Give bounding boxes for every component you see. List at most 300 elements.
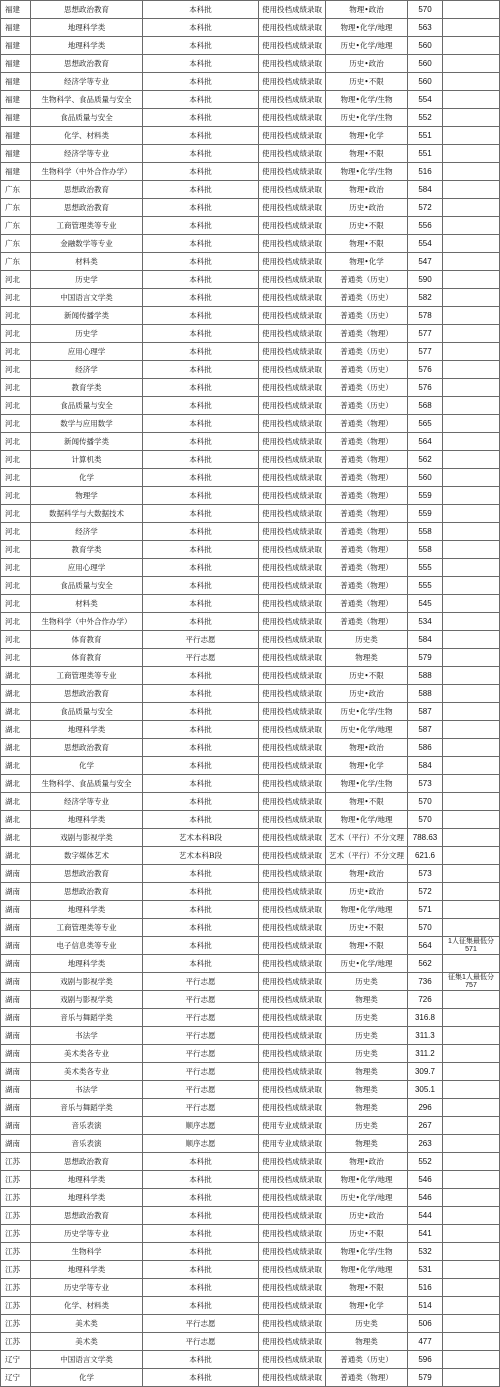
batch-cell: 本科批 — [143, 703, 259, 721]
table-row — [1, 1189, 500, 1207]
subject-requirement-cell: 艺术（平行）不分文理 — [326, 829, 408, 847]
admission-rule-cell: 使用投档成绩录取 — [259, 577, 326, 595]
subject-requirement-cell: 普通类（物理） — [326, 505, 408, 523]
min-score-cell: 587 — [408, 703, 443, 721]
batch-cell: 本科批 — [143, 1, 259, 19]
note-cell — [443, 1153, 500, 1171]
note-cell — [443, 271, 500, 289]
table-row — [1, 577, 500, 595]
note-cell: 征集1人最低分757 — [443, 973, 500, 991]
subject-requirement-cell: 物理•政治 — [326, 865, 408, 883]
major-cell: 地理科学类 — [31, 19, 143, 37]
province-cell: 河北 — [1, 397, 31, 415]
table-row — [1, 1027, 500, 1045]
note-cell — [443, 109, 500, 127]
note-cell: 1人征集最低分571 — [443, 937, 500, 955]
subject-requirement-cell: 普通类（物理） — [326, 451, 408, 469]
table-row — [1, 739, 500, 757]
table-row — [1, 1135, 500, 1153]
table-row — [1, 757, 500, 775]
subject-requirement-cell: 普通类（历史） — [326, 307, 408, 325]
note-cell — [443, 919, 500, 937]
subject-requirement-cell: 物理类 — [326, 991, 408, 1009]
note-cell — [443, 577, 500, 595]
subject-requirement-cell: 历史类 — [326, 1009, 408, 1027]
min-score-cell: 568 — [408, 397, 443, 415]
subject-requirement-cell: 历史•化学/地理 — [326, 721, 408, 739]
min-score-cell: 570 — [408, 919, 443, 937]
province-cell: 广东 — [1, 199, 31, 217]
table-row — [1, 433, 500, 451]
note-cell — [443, 343, 500, 361]
min-score-cell: 596 — [408, 1351, 443, 1369]
major-cell: 数学与应用数学 — [31, 415, 143, 433]
admission-rule-cell: 使用专业成绩录取 — [259, 1117, 326, 1135]
note-cell — [443, 685, 500, 703]
table-row — [1, 703, 500, 721]
batch-cell: 平行志愿 — [143, 1099, 259, 1117]
province-cell: 河北 — [1, 523, 31, 541]
batch-cell: 本科批 — [143, 541, 259, 559]
note-cell — [443, 847, 500, 865]
min-score-cell: 736 — [408, 973, 443, 991]
note-cell — [443, 523, 500, 541]
province-cell: 江苏 — [1, 1243, 31, 1261]
batch-cell: 本科批 — [143, 919, 259, 937]
batch-cell: 本科批 — [143, 955, 259, 973]
min-score-cell: 552 — [408, 1153, 443, 1171]
min-score-cell: 516 — [408, 163, 443, 181]
major-cell: 思想政治教育 — [31, 1, 143, 19]
major-cell: 经济学 — [31, 523, 143, 541]
major-cell: 地理科学类 — [31, 1189, 143, 1207]
major-cell: 生物科学 — [31, 1243, 143, 1261]
batch-cell: 本科批 — [143, 595, 259, 613]
admission-rule-cell: 使用投档成绩录取 — [259, 397, 326, 415]
note-cell — [443, 91, 500, 109]
admission-rule-cell: 使用投档成绩录取 — [259, 829, 326, 847]
province-cell: 河北 — [1, 361, 31, 379]
subject-requirement-cell: 普通类（物理） — [326, 595, 408, 613]
subject-requirement-cell: 普通类（历史） — [326, 271, 408, 289]
province-cell: 江苏 — [1, 1297, 31, 1315]
table-row — [1, 1, 500, 19]
table-row — [1, 541, 500, 559]
batch-cell: 本科批 — [143, 289, 259, 307]
batch-cell: 本科批 — [143, 559, 259, 577]
admission-rule-cell: 使用投档成绩录取 — [259, 325, 326, 343]
min-score-cell: 570 — [408, 793, 443, 811]
admission-rule-cell: 使用投档成绩录取 — [259, 685, 326, 703]
province-cell: 河北 — [1, 271, 31, 289]
subject-requirement-cell: 物理•化学/地理 — [326, 901, 408, 919]
province-cell: 湖北 — [1, 739, 31, 757]
min-score-cell: 555 — [408, 577, 443, 595]
admission-rule-cell: 使用投档成绩录取 — [259, 73, 326, 91]
batch-cell: 本科批 — [143, 235, 259, 253]
table-row — [1, 289, 500, 307]
table-row — [1, 1099, 500, 1117]
admission-rule-cell: 使用投档成绩录取 — [259, 415, 326, 433]
table-row — [1, 667, 500, 685]
major-cell: 书法学 — [31, 1027, 143, 1045]
province-cell: 江苏 — [1, 1333, 31, 1351]
note-cell — [443, 1171, 500, 1189]
note-cell — [443, 559, 500, 577]
batch-cell: 本科批 — [143, 163, 259, 181]
note-cell — [443, 325, 500, 343]
min-score-cell: 534 — [408, 613, 443, 631]
note-cell — [443, 1, 500, 19]
admission-rule-cell: 使用投档成绩录取 — [259, 1153, 326, 1171]
min-score-cell: 563 — [408, 19, 443, 37]
admission-rule-cell: 使用投档成绩录取 — [259, 487, 326, 505]
table-row — [1, 109, 500, 127]
table-row — [1, 973, 500, 991]
province-cell: 湖南 — [1, 1063, 31, 1081]
min-score-cell: 516 — [408, 1279, 443, 1297]
subject-requirement-cell: 普通类（物理） — [326, 1369, 408, 1387]
min-score-cell: 572 — [408, 199, 443, 217]
min-score-cell: 544 — [408, 1207, 443, 1225]
province-cell: 湖北 — [1, 847, 31, 865]
province-cell: 广东 — [1, 181, 31, 199]
min-score-cell: 584 — [408, 181, 443, 199]
subject-requirement-cell: 物理•政治 — [326, 1, 408, 19]
admission-rule-cell: 使用投档成绩录取 — [259, 1099, 326, 1117]
subject-requirement-cell: 物理•不限 — [326, 235, 408, 253]
major-cell: 体育教育 — [31, 631, 143, 649]
note-cell — [443, 19, 500, 37]
province-cell: 福建 — [1, 1, 31, 19]
province-cell: 湖南 — [1, 901, 31, 919]
min-score-cell: 571 — [408, 901, 443, 919]
subject-requirement-cell: 物理•化学 — [326, 253, 408, 271]
major-cell: 思想政治教育 — [31, 55, 143, 73]
note-cell — [443, 55, 500, 73]
admission-rule-cell: 使用投档成绩录取 — [259, 883, 326, 901]
min-score-cell: 565 — [408, 415, 443, 433]
subject-requirement-cell: 历史•化学/地理 — [326, 955, 408, 973]
admission-rule-cell: 使用投档成绩录取 — [259, 613, 326, 631]
subject-requirement-cell: 普通类（物理） — [326, 415, 408, 433]
province-cell: 福建 — [1, 19, 31, 37]
major-cell: 思想政治教育 — [31, 199, 143, 217]
table-row — [1, 217, 500, 235]
note-cell — [443, 991, 500, 1009]
subject-requirement-cell: 物理•化学/生物 — [326, 775, 408, 793]
table-row — [1, 685, 500, 703]
min-score-cell: 788.63 — [408, 829, 443, 847]
table-row — [1, 559, 500, 577]
batch-cell: 平行志愿 — [143, 1009, 259, 1027]
batch-cell: 本科批 — [143, 505, 259, 523]
table-row — [1, 127, 500, 145]
batch-cell: 本科批 — [143, 181, 259, 199]
table-row — [1, 883, 500, 901]
major-cell: 地理科学类 — [31, 1261, 143, 1279]
admission-rule-cell: 使用投档成绩录取 — [259, 91, 326, 109]
min-score-cell: 586 — [408, 739, 443, 757]
province-cell: 湖南 — [1, 1135, 31, 1153]
major-cell: 戏剧与影视学类 — [31, 973, 143, 991]
table-row — [1, 919, 500, 937]
note-cell — [443, 1369, 500, 1387]
batch-cell: 本科批 — [143, 775, 259, 793]
table-row — [1, 991, 500, 1009]
table-row — [1, 1063, 500, 1081]
major-cell: 地理科学类 — [31, 955, 143, 973]
subject-requirement-cell: 普通类（物理） — [326, 541, 408, 559]
subject-requirement-cell: 普通类（物理） — [326, 613, 408, 631]
province-cell: 湖北 — [1, 829, 31, 847]
subject-requirement-cell: 物理•不限 — [326, 937, 408, 955]
subject-requirement-cell: 物理•不限 — [326, 793, 408, 811]
admission-rule-cell: 使用投档成绩录取 — [259, 433, 326, 451]
subject-requirement-cell: 艺术（平行）不分文理 — [326, 847, 408, 865]
province-cell: 河北 — [1, 505, 31, 523]
note-cell — [443, 865, 500, 883]
major-cell: 音乐与舞蹈学类 — [31, 1009, 143, 1027]
province-cell: 江苏 — [1, 1279, 31, 1297]
province-cell: 河北 — [1, 577, 31, 595]
subject-requirement-cell: 普通类（物理） — [326, 433, 408, 451]
subject-requirement-cell: 普通类（历史） — [326, 361, 408, 379]
major-cell: 生物科学、食品质量与安全 — [31, 91, 143, 109]
note-cell — [443, 487, 500, 505]
batch-cell: 平行志愿 — [143, 631, 259, 649]
batch-cell: 本科批 — [143, 145, 259, 163]
admission-rule-cell: 使用投档成绩录取 — [259, 595, 326, 613]
subject-requirement-cell: 普通类（物理） — [326, 487, 408, 505]
admission-rule-cell: 使用投档成绩录取 — [259, 523, 326, 541]
table-row — [1, 1297, 500, 1315]
min-score-cell: 564 — [408, 937, 443, 955]
min-score-cell: 532 — [408, 1243, 443, 1261]
admission-rule-cell: 使用投档成绩录取 — [259, 1027, 326, 1045]
province-cell: 河北 — [1, 325, 31, 343]
table-row — [1, 793, 500, 811]
major-cell: 音乐表演 — [31, 1117, 143, 1135]
subject-requirement-cell: 普通类（历史） — [326, 397, 408, 415]
note-cell — [443, 721, 500, 739]
province-cell: 湖南 — [1, 955, 31, 973]
province-cell: 河北 — [1, 613, 31, 631]
batch-cell: 本科批 — [143, 109, 259, 127]
subject-requirement-cell: 普通类（历史） — [326, 289, 408, 307]
batch-cell: 本科批 — [143, 1189, 259, 1207]
note-cell — [443, 37, 500, 55]
min-score-cell: 584 — [408, 757, 443, 775]
table-row — [1, 649, 500, 667]
major-cell: 思想政治教育 — [31, 739, 143, 757]
table-row — [1, 1153, 500, 1171]
min-score-cell: 560 — [408, 73, 443, 91]
province-cell: 河北 — [1, 487, 31, 505]
min-score-cell: 582 — [408, 289, 443, 307]
subject-requirement-cell: 历史•化学/生物 — [326, 703, 408, 721]
table-body — [1, 1, 500, 1387]
admission-rule-cell: 使用投档成绩录取 — [259, 127, 326, 145]
subject-requirement-cell: 历史类 — [326, 1117, 408, 1135]
note-cell — [443, 595, 500, 613]
min-score-cell: 531 — [408, 1261, 443, 1279]
min-score-cell: 564 — [408, 433, 443, 451]
batch-cell: 本科批 — [143, 1261, 259, 1279]
subject-requirement-cell: 普通类（历史） — [326, 379, 408, 397]
batch-cell: 本科批 — [143, 1207, 259, 1225]
batch-cell: 平行志愿 — [143, 649, 259, 667]
batch-cell: 本科批 — [143, 451, 259, 469]
subject-requirement-cell: 历史•不限 — [326, 667, 408, 685]
table-row — [1, 1261, 500, 1279]
major-cell: 思想政治教育 — [31, 1207, 143, 1225]
major-cell: 经济学 — [31, 361, 143, 379]
note-cell — [443, 145, 500, 163]
major-cell: 食品质量与安全 — [31, 703, 143, 721]
province-cell: 湖南 — [1, 1099, 31, 1117]
note-cell — [443, 1225, 500, 1243]
min-score-cell: 560 — [408, 55, 443, 73]
note-cell — [443, 1297, 500, 1315]
min-score-cell: 546 — [408, 1189, 443, 1207]
min-score-cell: 559 — [408, 505, 443, 523]
batch-cell: 本科批 — [143, 343, 259, 361]
major-cell: 历史学等专业 — [31, 1279, 143, 1297]
min-score-cell: 263 — [408, 1135, 443, 1153]
table-row — [1, 1171, 500, 1189]
admission-rule-cell: 使用投档成绩录取 — [259, 667, 326, 685]
major-cell: 食品质量与安全 — [31, 397, 143, 415]
table-row — [1, 1279, 500, 1297]
note-cell — [443, 901, 500, 919]
subject-requirement-cell: 物理类 — [326, 1135, 408, 1153]
min-score-cell: 579 — [408, 1369, 443, 1387]
province-cell: 河北 — [1, 343, 31, 361]
subject-requirement-cell: 物理•化学/地理 — [326, 1261, 408, 1279]
major-cell: 化学 — [31, 469, 143, 487]
subject-requirement-cell: 普通类（历史） — [326, 1351, 408, 1369]
min-score-cell: 547 — [408, 253, 443, 271]
admission-rule-cell: 使用投档成绩录取 — [259, 847, 326, 865]
min-score-cell: 554 — [408, 235, 443, 253]
batch-cell: 本科批 — [143, 901, 259, 919]
batch-cell: 本科批 — [143, 757, 259, 775]
table-row — [1, 1117, 500, 1135]
table-row — [1, 199, 500, 217]
admission-rule-cell: 使用投档成绩录取 — [259, 919, 326, 937]
min-score-cell: 514 — [408, 1297, 443, 1315]
batch-cell: 本科批 — [143, 487, 259, 505]
subject-requirement-cell: 普通类（历史） — [326, 343, 408, 361]
major-cell: 教育学类 — [31, 541, 143, 559]
min-score-cell: 572 — [408, 883, 443, 901]
subject-requirement-cell: 物理•化学/生物 — [326, 91, 408, 109]
table-row — [1, 487, 500, 505]
note-cell — [443, 1261, 500, 1279]
province-cell: 河北 — [1, 595, 31, 613]
note-cell — [443, 1063, 500, 1081]
min-score-cell: 311.3 — [408, 1027, 443, 1045]
admission-rule-cell: 使用投档成绩录取 — [259, 1369, 326, 1387]
major-cell: 材料类 — [31, 595, 143, 613]
province-cell: 湖南 — [1, 1027, 31, 1045]
major-cell: 生物科学、食品质量与安全 — [31, 775, 143, 793]
admission-rule-cell: 使用投档成绩录取 — [259, 1243, 326, 1261]
major-cell: 物理学 — [31, 487, 143, 505]
subject-requirement-cell: 历史•不限 — [326, 1225, 408, 1243]
batch-cell: 本科批 — [143, 55, 259, 73]
note-cell — [443, 217, 500, 235]
min-score-cell: 558 — [408, 541, 443, 559]
note-cell — [443, 397, 500, 415]
note-cell — [443, 829, 500, 847]
admission-rule-cell: 使用投档成绩录取 — [259, 37, 326, 55]
province-cell: 福建 — [1, 163, 31, 181]
subject-requirement-cell: 物理•化学 — [326, 127, 408, 145]
batch-cell: 顺序志愿 — [143, 1135, 259, 1153]
note-cell — [443, 1117, 500, 1135]
table-row — [1, 613, 500, 631]
batch-cell: 本科批 — [143, 1297, 259, 1315]
subject-requirement-cell: 历史•不限 — [326, 73, 408, 91]
note-cell — [443, 703, 500, 721]
admission-rule-cell: 使用投档成绩录取 — [259, 739, 326, 757]
subject-requirement-cell: 物理•化学 — [326, 1297, 408, 1315]
table-row — [1, 955, 500, 973]
note-cell — [443, 1279, 500, 1297]
subject-requirement-cell: 物理类 — [326, 1333, 408, 1351]
province-cell: 江苏 — [1, 1225, 31, 1243]
batch-cell: 本科批 — [143, 1351, 259, 1369]
table-row — [1, 937, 500, 955]
min-score-cell: 588 — [408, 685, 443, 703]
province-cell: 广东 — [1, 217, 31, 235]
table-row — [1, 1207, 500, 1225]
province-cell: 河北 — [1, 559, 31, 577]
subject-requirement-cell: 历史类 — [326, 1315, 408, 1333]
admission-rule-cell: 使用投档成绩录取 — [259, 289, 326, 307]
subject-requirement-cell: 物理•化学/地理 — [326, 811, 408, 829]
min-score-cell: 726 — [408, 991, 443, 1009]
table-row — [1, 595, 500, 613]
admission-rule-cell: 使用投档成绩录取 — [259, 55, 326, 73]
batch-cell: 本科批 — [143, 1171, 259, 1189]
batch-cell: 本科批 — [143, 1153, 259, 1171]
batch-cell: 本科批 — [143, 217, 259, 235]
province-cell: 福建 — [1, 37, 31, 55]
subject-requirement-cell: 历史•化学/生物 — [326, 109, 408, 127]
admission-rule-cell: 使用投档成绩录取 — [259, 199, 326, 217]
batch-cell: 本科批 — [143, 127, 259, 145]
table-row — [1, 325, 500, 343]
note-cell — [443, 289, 500, 307]
note-cell — [443, 415, 500, 433]
major-cell: 书法学 — [31, 1081, 143, 1099]
min-score-cell: 573 — [408, 865, 443, 883]
subject-requirement-cell: 历史•政治 — [326, 199, 408, 217]
min-score-cell: 562 — [408, 451, 443, 469]
table-row — [1, 451, 500, 469]
table-row — [1, 145, 500, 163]
admission-rule-cell: 使用投档成绩录取 — [259, 793, 326, 811]
province-cell: 湖南 — [1, 919, 31, 937]
admission-rule-cell: 使用投档成绩录取 — [259, 1225, 326, 1243]
major-cell: 戏剧与影视学类 — [31, 991, 143, 1009]
admission-rule-cell: 使用投档成绩录取 — [259, 631, 326, 649]
major-cell: 音乐与舞蹈学类 — [31, 1099, 143, 1117]
subject-requirement-cell: 物理类 — [326, 1081, 408, 1099]
